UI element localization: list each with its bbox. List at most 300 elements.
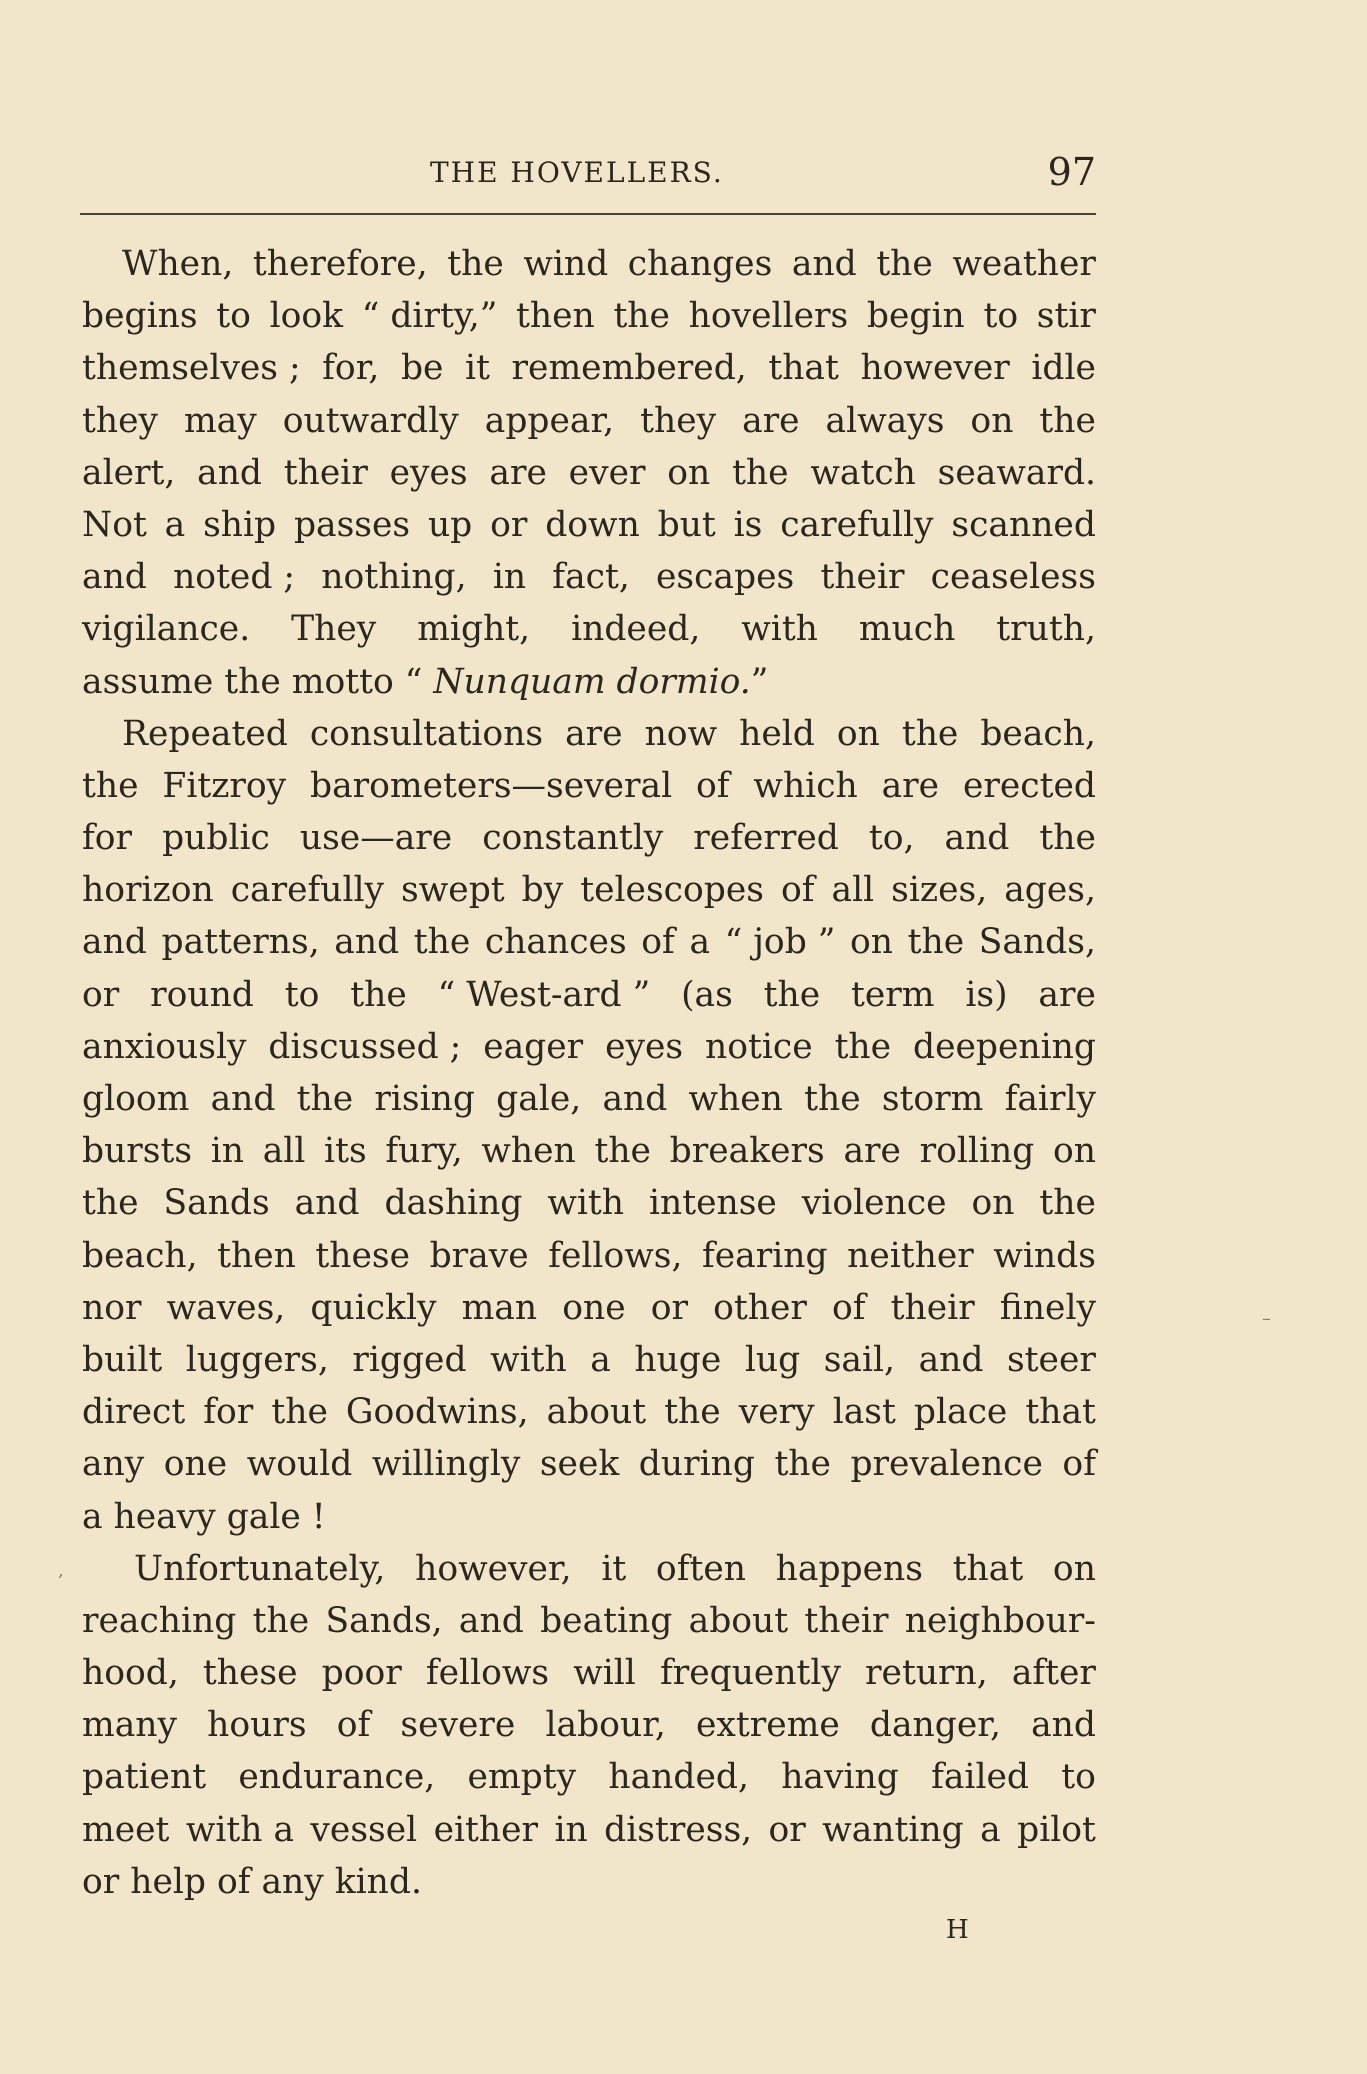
word: eyes [389,452,468,493]
word: waves, [166,1287,286,1328]
word: on [836,713,880,754]
word: beach, [980,713,1096,754]
word: or [490,504,528,545]
word: now [644,713,718,754]
word: endurance, [238,1757,436,1798]
word: the [763,974,821,1015]
word: eager [483,1026,584,1067]
word: about [546,1392,647,1433]
word: the [664,1392,721,1433]
word: of [336,1705,371,1746]
text-line [82,812,1096,864]
word: fact, [552,557,630,598]
word: are [489,452,547,493]
word: fearing [701,1235,828,1276]
word: and [1031,1705,1096,1746]
word: that [952,1548,1024,1589]
word: and [918,1339,984,1380]
text-line [82,499,1096,551]
word: a [164,504,186,545]
word: of [696,765,730,806]
word: with a [185,1809,295,1850]
word: sail, [823,1339,896,1380]
word: Sands [163,1183,270,1224]
word: that [768,348,839,389]
text-line [82,1856,1096,1908]
word: swept [401,870,505,911]
text-line [82,1491,1096,1543]
word: happens [775,1548,923,1589]
word: for [203,1392,254,1433]
word: dashing [384,1183,523,1224]
word: nor [82,1287,142,1328]
word: bursts [82,1131,193,1172]
word: truth, [996,609,1096,650]
word: scanned [951,504,1096,545]
word: erected [962,765,1096,806]
word: Sands, [978,922,1096,963]
word: and [197,452,262,493]
word: when [481,1131,576,1172]
word: will [573,1653,636,1694]
word: Not [82,504,147,545]
word: the [774,1444,831,1485]
word: (as [681,974,733,1015]
word: indeed, [571,609,701,650]
word: beach, [82,1235,198,1276]
header-rule [80,213,1096,215]
word: and [82,557,147,598]
text-line [82,1230,1096,1282]
word: of [641,922,675,963]
word: and [458,1600,524,1641]
word: and [210,1079,276,1119]
word: one [163,1444,228,1485]
word: are [1038,974,1096,1015]
text-line [82,1334,1096,1386]
word: willingly [371,1444,521,1485]
line-text: or help of any kind. [82,1861,422,1902]
word: therefore, [252,244,428,284]
text-line [82,708,1096,760]
text-line [82,1021,1096,1073]
text-line [82,916,1096,968]
word: carefully [780,504,934,545]
word: the [901,713,959,754]
word: a [980,1809,1001,1850]
word: or [650,1287,689,1328]
text-line [82,1751,1096,1803]
word: when [688,1079,783,1119]
word: begin [866,296,965,337]
word: they [82,400,158,441]
word: after [1011,1653,1096,1694]
word: that [1025,1392,1096,1433]
text-line [82,760,1096,812]
word: referred [693,818,839,859]
word: and [82,922,147,963]
italic-motto: Nunquam dormio. [433,661,751,702]
word: on [850,922,893,963]
word: patient [82,1757,207,1798]
word: the [350,974,407,1015]
word: fellows, [548,1235,683,1276]
text-line [82,1073,1096,1125]
word: deepening [912,1026,1096,1067]
word: rolling [919,1131,1035,1172]
word: is) [965,974,1008,1015]
word: breakers [669,1131,825,1172]
word: ages, [1004,870,1096,911]
word: wanting [822,1809,964,1850]
word: When, [122,244,234,284]
word: might, [417,609,531,650]
word: carefully [230,870,385,911]
word: quickly [310,1287,437,1328]
word: on [667,452,711,493]
word: either [433,1809,539,1850]
word: which [753,765,858,806]
word: fury, [385,1131,463,1172]
text-line [82,1282,1096,1334]
word: round [150,974,254,1015]
word: always [825,400,945,441]
word: up [427,504,473,545]
word: brave [429,1235,529,1276]
word: but [657,504,716,545]
word: of [832,1287,866,1328]
word: handed, [608,1757,749,1798]
word: on [971,1183,1015,1224]
word: are [843,1131,901,1172]
signature-mark: H [946,1915,970,1945]
text-line [82,1543,1096,1595]
text-line [82,1438,1096,1490]
word: with [490,1339,567,1380]
word: rigged [352,1339,467,1380]
word: fellows [425,1653,550,1694]
margin-mark: , [58,1560,64,1581]
word: and [334,922,400,963]
text-line [82,1386,1096,1438]
word: are [742,400,800,441]
line-text: a heavy gale ! [82,1496,326,1537]
word: watch [810,452,916,493]
word: to [284,974,320,1015]
word: the [82,765,139,806]
text-line [82,656,1096,708]
word: outwardly [282,400,459,441]
paragraph [82,1543,1096,1908]
word: these [315,1235,411,1276]
paragraph [82,238,1096,708]
word: telescopes [580,870,764,911]
word: danger, [869,1705,1001,1746]
text-line [82,342,1096,394]
word: are [881,765,940,806]
word: a [590,1339,611,1380]
word: their [804,1600,889,1641]
word: gloom [82,1079,190,1119]
paragraph [82,708,1096,1543]
text-line [82,238,1096,290]
word: “ West-ard ” [437,974,651,1015]
word: in [554,1809,588,1850]
word: public [162,818,270,859]
word: anxiously [82,1026,247,1067]
word: constantly [482,818,664,859]
word: on [1052,1131,1096,1172]
word: use—are [299,818,453,859]
word: reaching [82,1600,237,1641]
word: notice [705,1026,813,1067]
word: often [655,1548,746,1589]
word: then [516,296,595,337]
running-head: THE HOVELLERS. [430,156,724,189]
word: luggers, [185,1339,329,1380]
word: huge [634,1339,722,1380]
word: for [82,818,133,859]
word: begins [82,296,198,337]
word: ceaseless [930,557,1096,598]
word: may [183,400,257,441]
word: barometers—several [310,765,673,806]
word: to [216,296,251,337]
word: other [713,1287,807,1328]
word: one [562,1287,626,1328]
word: in [492,557,527,598]
word: failed [931,1757,1030,1798]
word: all [831,870,875,911]
word: having [781,1757,899,1798]
word: Fitzroy [162,765,287,806]
word: the [804,1079,861,1119]
word: to [983,296,1019,337]
word: down [545,504,640,545]
word: of [780,870,815,911]
word: their [820,557,905,598]
text-line [82,1699,1096,1751]
word: meet [82,1809,170,1850]
word: vessel [310,1809,418,1850]
word: seek [539,1444,620,1485]
word: rising [374,1079,475,1119]
word: these [202,1653,298,1694]
line-text: assume the motto “ [82,661,434,702]
word: then [217,1235,296,1276]
word: chances [484,922,627,963]
word: all [262,1131,306,1172]
word: in [210,1131,245,1172]
word: poor [321,1653,402,1694]
word: distress, [604,1809,753,1850]
word: ship [203,504,277,545]
word: Goodwins, [345,1392,529,1433]
text-line [82,1125,1096,1177]
word: built [82,1339,163,1380]
word: is [733,504,763,545]
word: winds [993,1235,1096,1276]
word: escapes [656,557,795,598]
word: or [768,1809,806,1850]
word: hovellers [688,296,849,337]
word: prevalence [850,1444,1043,1485]
word: idle [1031,348,1096,389]
word: wind [523,244,609,284]
word: to [1061,1757,1096,1798]
word: and [294,1183,360,1224]
word: empty [467,1757,577,1798]
word: of [1062,1444,1096,1485]
word: the [413,922,471,963]
word: or [82,974,120,1015]
word: sizes, [891,870,988,911]
word: the [876,244,933,284]
word: Unfortunately, [134,1548,386,1589]
word: held [739,713,815,754]
word: the [1039,400,1096,441]
word: a [689,922,711,963]
word: they [640,400,717,441]
word: noted ; [173,557,296,598]
word: on [970,400,1014,441]
text-line [82,1804,1096,1856]
text-line [82,395,1096,447]
word: however, [415,1548,572,1589]
word: with [547,1183,624,1224]
word: beating [540,1600,673,1641]
word: severe [400,1705,516,1746]
word: patterns, [161,922,320,963]
word: the [732,452,789,493]
word: storm [881,1079,984,1119]
word: labour, [545,1705,666,1746]
word: with [741,609,818,650]
word: term [851,974,935,1015]
word: horizon [82,870,214,911]
word: Sands, [325,1600,443,1641]
word: “ dirty,” [361,296,498,337]
page-header [80,150,1096,200]
word: remembered, [511,348,747,389]
word: and [791,244,857,284]
word: intense [648,1183,777,1224]
word: the [252,1600,310,1641]
body-text [82,238,1096,1908]
word: stir [1036,296,1096,337]
text-line [82,969,1096,1021]
text-line [82,290,1096,342]
word: any [82,1444,145,1485]
margin-mark: – [1262,1308,1271,1329]
word: their [283,452,368,493]
word: themselves ; [82,348,301,389]
word: hours [207,1705,307,1746]
word: seaward. [937,452,1096,493]
word: to, [868,818,915,859]
text-line [82,447,1096,499]
word: much [858,609,956,650]
word: discussed ; [268,1026,462,1067]
word: about [688,1600,789,1641]
word: the [1039,818,1096,859]
word: the [271,1392,328,1433]
word: man [461,1287,538,1328]
word: direct [82,1392,186,1433]
word: its [324,1131,367,1172]
word: ever [568,452,646,493]
word: vigilance. [82,609,251,650]
word: and [602,1079,668,1119]
word: the [834,1026,892,1067]
word: finely [999,1287,1096,1328]
word: hood, [82,1653,179,1694]
word: fairly [1004,1079,1096,1119]
word: it [601,1548,627,1589]
word: are [565,713,623,754]
word: the [594,1131,651,1172]
word: passes [293,504,411,545]
word: pilot [1017,1809,1096,1850]
word: eyes [605,1026,684,1067]
word: consultations [309,713,544,754]
word: extreme [695,1705,840,1746]
word: nothing, [321,557,467,598]
word: alert, [82,452,176,493]
text-line [82,864,1096,916]
word: lug [744,1339,801,1380]
text-line [82,1177,1096,1229]
text-line [82,603,1096,655]
word: by [521,870,564,911]
word: very [738,1392,815,1433]
line-text: ” [750,661,769,702]
word: They [291,609,377,650]
page-number: 97 [1047,150,1096,194]
word: steer [1006,1339,1096,1380]
text-line [82,1647,1096,1699]
word: gale, [496,1079,582,1119]
word: many [82,1705,177,1746]
word: during [638,1444,755,1485]
word: Repeated [122,713,288,754]
word: “ job ” [724,922,836,963]
word: violence [801,1183,947,1224]
word: the [296,1079,354,1119]
word: changes [627,244,773,284]
word: frequently [659,1653,841,1694]
word: appear, [484,400,615,441]
word: last [832,1392,896,1433]
word: the [1039,1183,1096,1224]
word: the [613,296,670,337]
word: on [1052,1548,1096,1589]
word: weather [952,244,1096,284]
text-line [82,551,1096,603]
word: neighbour- [904,1600,1096,1641]
word: the [447,244,504,284]
word: look [269,296,344,337]
word: return, [865,1653,988,1694]
word: however [860,348,1010,389]
word: it [465,348,490,389]
word: place [913,1392,1008,1433]
word: the [907,922,965,963]
word: the [82,1183,139,1224]
word: neither [847,1235,974,1276]
word: and [944,818,1010,859]
word: for, [322,348,380,389]
